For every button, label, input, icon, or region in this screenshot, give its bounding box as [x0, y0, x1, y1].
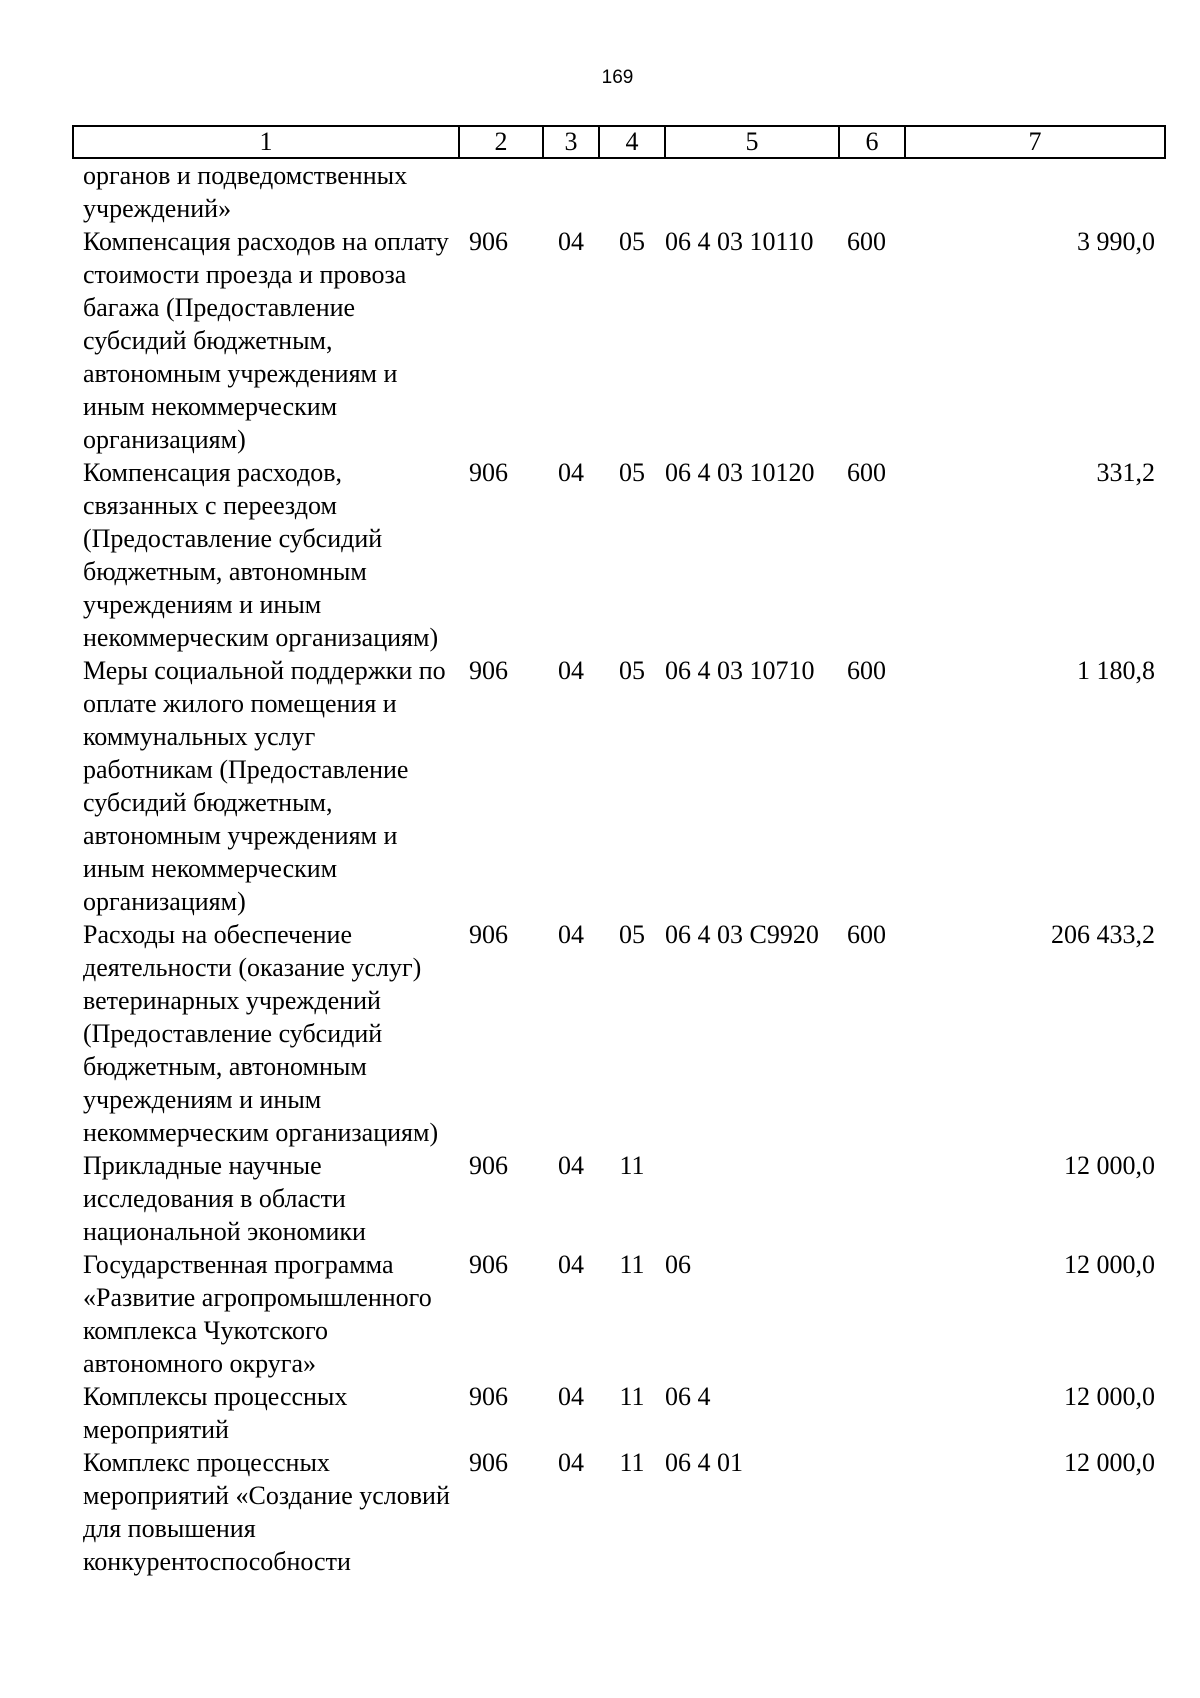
row-name-line: исследования в области — [83, 1184, 346, 1213]
subsection-code: 11 — [619, 1151, 645, 1180]
subsection-code: 11 — [619, 1250, 645, 1279]
expense-type-code: 600 — [847, 656, 886, 685]
ministry-code: 906 — [469, 1250, 508, 1279]
table-row — [73, 654, 1165, 918]
row-name-line: органов и подведомственных — [83, 161, 408, 190]
section-code: 04 — [558, 458, 584, 487]
row-name-line: организациям) — [83, 425, 246, 454]
section-code: 04 — [558, 1151, 584, 1180]
subsection-code: 05 — [619, 227, 645, 256]
ministry-code: 906 — [469, 458, 508, 487]
amount: 206 433,2 — [1051, 920, 1155, 949]
table-row — [73, 1149, 1165, 1248]
row-name-line: мероприятий — [83, 1415, 229, 1444]
column-header-3: 3 — [543, 126, 599, 158]
row-name-line: организациям) — [83, 887, 246, 916]
ministry-code: 906 — [469, 920, 508, 949]
ministry-code — [459, 158, 543, 225]
ministry-code: 906 — [469, 1151, 508, 1180]
row-name-line: Расходы на обеспечение — [83, 920, 353, 949]
subsection-code: 05 — [619, 458, 645, 487]
row-name-line: субсидий бюджетным, — [83, 326, 333, 355]
expense-type-code: 600 — [847, 458, 886, 487]
row-name-line: учреждений» — [83, 194, 232, 223]
row-name-line: национальной экономики — [83, 1217, 366, 1246]
row-name — [73, 654, 459, 918]
ministry-code: 906 — [469, 656, 508, 685]
table-body — [73, 158, 1165, 1578]
target-article-code — [665, 158, 839, 225]
amount: 1 180,8 — [1077, 656, 1155, 685]
table-row — [73, 918, 1165, 1149]
subsection-code — [599, 158, 665, 225]
row-name-line: Комплекс процессных — [83, 1448, 330, 1477]
table-row — [73, 225, 1165, 456]
section-code — [543, 158, 599, 225]
row-name-line: учреждениям и иным — [83, 1085, 322, 1114]
table-row — [73, 158, 1165, 225]
expense-type-code — [839, 1248, 905, 1380]
column-header-1: 1 — [73, 126, 459, 158]
row-name-line: оплате жилого помещения и — [83, 689, 397, 718]
row-name-line: бюджетным, автономным — [83, 1052, 367, 1081]
row-name-line: ветеринарных учреждений — [83, 986, 381, 1015]
section-code: 04 — [558, 920, 584, 949]
row-name-line: конкурентоспособности — [83, 1547, 351, 1576]
header-row — [73, 126, 1165, 158]
row-name — [73, 456, 459, 654]
page-number: 169 — [601, 67, 634, 88]
target-article-code: 06 4 03 С9920 — [665, 920, 819, 949]
amount: 12 000,0 — [1064, 1250, 1155, 1279]
row-name-line: для повышения — [83, 1514, 256, 1543]
row-name-line: бюджетным, автономным — [83, 557, 367, 586]
row-name-line: Компенсация расходов на оплату — [83, 227, 449, 256]
row-name — [73, 158, 459, 225]
row-name-line: связанных с переездом — [83, 491, 337, 520]
subsection-code: 11 — [619, 1382, 645, 1411]
target-article-code: 06 4 03 10120 — [665, 458, 815, 487]
column-header-2: 2 — [459, 126, 543, 158]
amount: 12 000,0 — [1064, 1382, 1155, 1411]
row-name-line: (Предоставление субсидий — [83, 1019, 383, 1048]
expense-type-code — [839, 158, 905, 225]
row-name — [73, 225, 459, 456]
section-code: 04 — [558, 1382, 584, 1411]
column-header-5: 5 — [665, 126, 839, 158]
column-header-6: 6 — [839, 126, 905, 158]
ministry-code: 906 — [469, 227, 508, 256]
row-name-line: субсидий бюджетным, — [83, 788, 333, 817]
target-article-code: 06 4 01 — [665, 1448, 743, 1477]
section-code: 04 — [558, 656, 584, 685]
row-name-line: комплекса Чукотского — [83, 1316, 328, 1345]
table-row — [73, 456, 1165, 654]
row-name-line: деятельности (оказание услуг) — [83, 953, 422, 982]
row-name-line: Компенсация расходов, — [83, 458, 343, 487]
column-header-7: 7 — [905, 126, 1165, 158]
amount: 12 000,0 — [1064, 1151, 1155, 1180]
amount: 3 990,0 — [1077, 227, 1155, 256]
row-name — [73, 1248, 459, 1380]
subsection-code: 05 — [619, 656, 645, 685]
section-code: 04 — [558, 1448, 584, 1477]
amount — [905, 158, 1165, 225]
row-name-line: автономным учреждениям и — [83, 821, 398, 850]
row-name-line: багажа (Предоставление — [83, 293, 356, 322]
row-name-line: некоммерческим организациям) — [83, 623, 439, 652]
table-row — [73, 1446, 1165, 1578]
table-row — [73, 1248, 1165, 1380]
amount: 331,2 — [1096, 458, 1155, 487]
expense-type-code — [839, 1149, 905, 1248]
row-name-line: Меры социальной поддержки по — [83, 656, 446, 685]
row-name-line: автономного округа» — [83, 1349, 316, 1378]
row-name — [73, 1149, 459, 1248]
expense-type-code — [839, 1380, 905, 1446]
section-code: 04 — [558, 1250, 584, 1279]
row-name-line: Государственная программа — [83, 1250, 394, 1279]
row-name-line: иным некоммерческим — [83, 392, 338, 421]
target-article-code: 06 4 — [665, 1382, 711, 1411]
row-name — [73, 918, 459, 1149]
row-name-line: (Предоставление субсидий — [83, 524, 383, 553]
ministry-code: 906 — [469, 1448, 508, 1477]
row-name-line: Прикладные научные — [83, 1151, 322, 1180]
target-article-code: 06 4 03 10710 — [665, 656, 815, 685]
row-name-line: стоимости проезда и провоза — [83, 260, 407, 289]
row-name-line: «Развитие агропромышленного — [83, 1283, 432, 1312]
row-name-line: некоммерческим организациям) — [83, 1118, 439, 1147]
subsection-code: 05 — [619, 920, 645, 949]
ministry-code: 906 — [469, 1382, 508, 1411]
row-name-line: автономным учреждениям и — [83, 359, 398, 388]
target-article-code: 06 — [665, 1250, 691, 1279]
row-name-line: работникам (Предоставление — [83, 755, 409, 784]
column-header-4: 4 — [599, 126, 665, 158]
row-name-line: учреждениям и иным — [83, 590, 322, 619]
expense-type-code: 600 — [847, 227, 886, 256]
amount: 12 000,0 — [1064, 1448, 1155, 1477]
target-article-code — [665, 1149, 839, 1248]
subsection-code: 11 — [619, 1448, 645, 1477]
section-code: 04 — [558, 227, 584, 256]
row-name-line: Комплексы процессных — [83, 1382, 348, 1411]
row-name-line: коммунальных услуг — [83, 722, 316, 751]
row-name-line: мероприятий «Создание условий — [83, 1481, 450, 1510]
row-name — [73, 1446, 459, 1578]
row-name-line: иным некоммерческим — [83, 854, 338, 883]
expense-type-code: 600 — [847, 920, 886, 949]
target-article-code: 06 4 03 10110 — [665, 227, 814, 256]
row-name — [73, 1380, 459, 1446]
budget-table — [72, 125, 1166, 1578]
table-row — [73, 1380, 1165, 1446]
expense-type-code — [839, 1446, 905, 1578]
